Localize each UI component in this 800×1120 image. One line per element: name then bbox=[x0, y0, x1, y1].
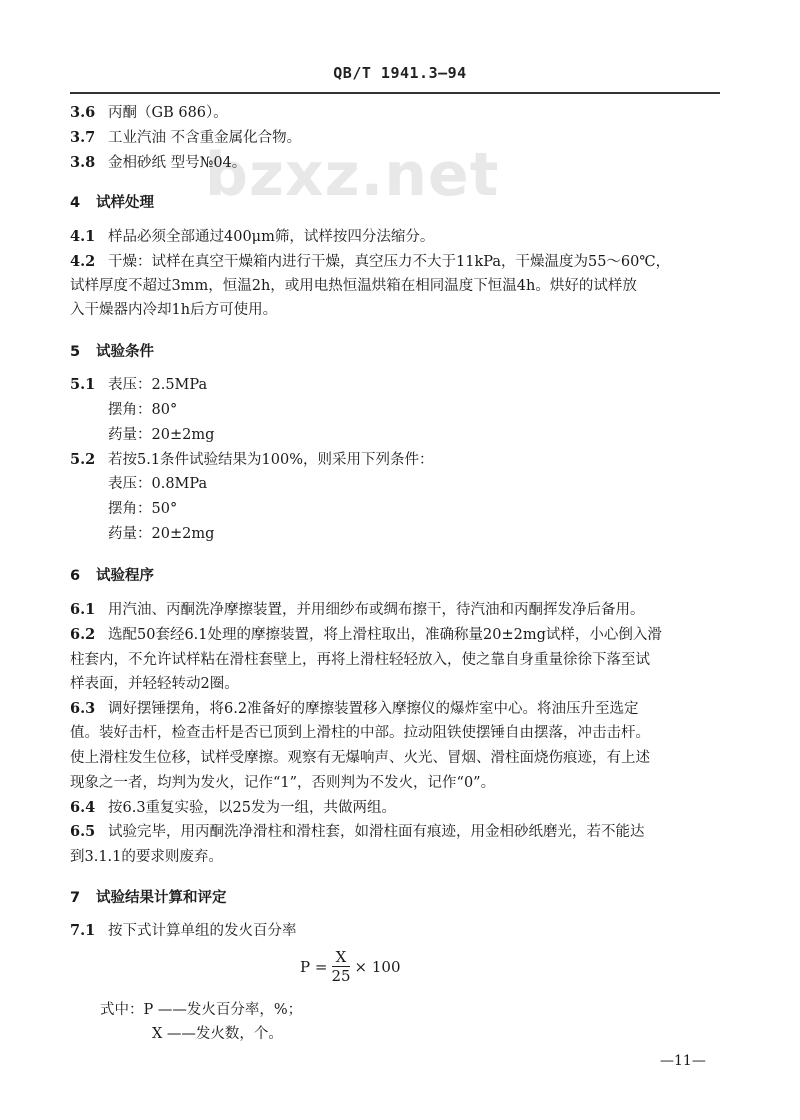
para-6-3-line3: 使上滑柱发生位移，试样受摩擦。观察有无爆响声、火光、冒烟、滑柱面烧伤痕迹，有上述 bbox=[70, 750, 650, 766]
item-3-8: 3.8 金相砂纸 型号№04。 bbox=[70, 154, 247, 171]
standard-code-header: QB/T 1941.3—94 bbox=[333, 64, 467, 82]
para-5-2-pressure: 表压：0.8MPa bbox=[108, 476, 208, 492]
para-6-3-line2: 值。装好击杆，检查击杆是否已顶到上滑柱的中部。拉动阻铁使摆锤自由摆落，冲击击杆。 bbox=[70, 725, 650, 741]
para-4-2-line1: 4.2 干燥：试样在真空干燥箱内进行干燥，真空压力不大于11kPa，干燥温度为55～60℃， bbox=[70, 253, 671, 270]
para-7-1: 7.1 按下式计算单组的发火百分率 bbox=[70, 922, 297, 939]
para-6-2-line3: 样表面，并轻轻转动2圈。 bbox=[70, 676, 239, 692]
formula-fraction: $\frac{X}{25}$ bbox=[331, 948, 351, 985]
fire-percentage-formula: P = $\frac{X}{25}$ × 100 bbox=[300, 948, 401, 985]
para-6-1: 6.1 用汽油、丙酮洗净摩擦装置，并用细纱布或绸布擦干，待汽油和丙酮挥发净后备用。 bbox=[70, 601, 645, 618]
para-5-1-angle: 摆角：80° bbox=[108, 402, 178, 418]
para-6-2-line2: 柱套内，不允许试样粘在滑柱套壁上，再将上滑柱轻轻放入，使之靠自身重量徐徐下落至试 bbox=[70, 652, 650, 668]
header-rule bbox=[70, 92, 720, 94]
para-4-2-line2: 试样厚度不超过3mm，恒温2h，或用电热恒温烘箱在相同温度下恒温4h。烘好的试样放 bbox=[70, 278, 637, 294]
section-6-heading: 6 试验程序 bbox=[70, 568, 154, 584]
para-6-5-line1: 6.5 试验完毕，用丙酮洗净滑柱和滑柱套，如滑柱面有痕迹，用金相砂纸磨光，若不能达 bbox=[70, 823, 645, 840]
para-5-2: 5.2 若按5.1条件试验结果为100%，则采用下列条件： bbox=[70, 451, 434, 468]
where-p-definition: 式中：P ——发火百分率，%； bbox=[100, 1002, 303, 1018]
item-3-7: 3.7 工业汽油 不含重金属化合物。 bbox=[70, 129, 302, 146]
para-6-2-line1: 6.2 选配50套经6.1处理的摩擦装置，将上滑柱取出，准确称量20±2mg试样，小心倒入滑 bbox=[70, 626, 662, 643]
para-5-1-pressure: 5.1 表压：2.5MPa bbox=[70, 376, 208, 393]
where-x-definition: X ——发火数，个。 bbox=[152, 1026, 283, 1042]
section-5-heading: 5 试验条件 bbox=[70, 344, 154, 360]
para-6-5-line2: 到3.1.1的要求则废弃。 bbox=[70, 849, 223, 865]
para-6-3-line4: 现象之一者，均判为发火，记作“1”，否则判为不发火，记作“0”。 bbox=[70, 775, 496, 791]
para-5-1-dose: 药量：20±2mg bbox=[108, 427, 215, 443]
section-7-heading: 7 试验结果计算和评定 bbox=[70, 890, 227, 906]
para-5-2-dose: 药量：20±2mg bbox=[108, 526, 215, 542]
section-4-heading: 4 试样处理 bbox=[70, 195, 154, 211]
page-number: —11— bbox=[660, 1053, 706, 1069]
watermark: bzxz.net bbox=[205, 140, 500, 210]
para-5-2-angle: 摆角：50° bbox=[108, 501, 178, 517]
para-6-4: 6.4 按6.3重复实验，以25发为一组，共做两组。 bbox=[70, 799, 397, 816]
para-4-2-line3: 入干燥器内冷却1h后方可使用。 bbox=[70, 302, 278, 318]
para-4-1: 4.1 样品必须全部通过400μm筛，试样按四分法缩分。 bbox=[70, 228, 435, 245]
item-3-6: 3.6 丙酮（GB 686）。 bbox=[70, 104, 228, 121]
para-6-3-line1: 6.3 调好摆锤摆角，将6.2准备好的摩擦装置移入摩擦仪的爆炸室中心。将油压升至选定 bbox=[70, 700, 639, 717]
